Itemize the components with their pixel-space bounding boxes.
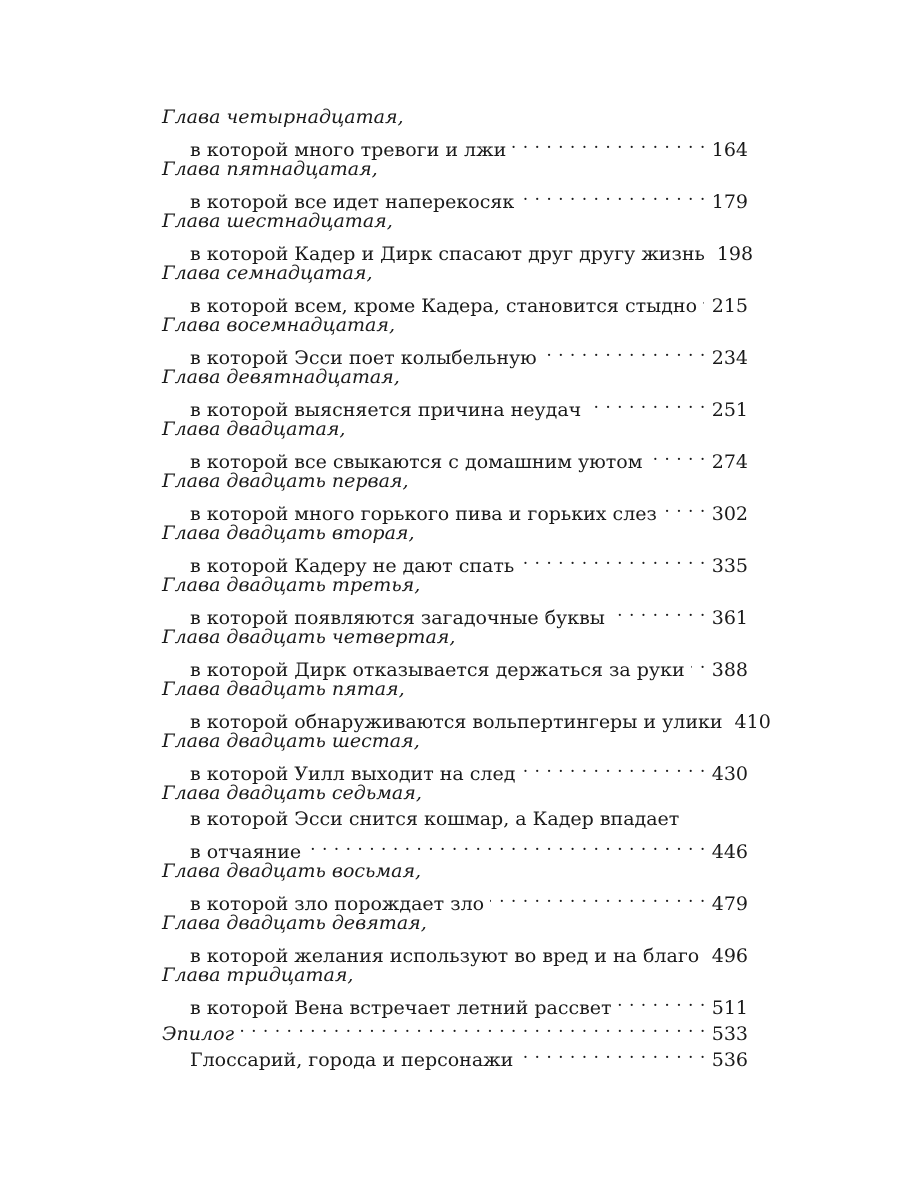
toc-chapter-24[interactable] [162,624,748,681]
toc-chapter-26[interactable] [162,728,748,785]
toc-chapter-30[interactable] [162,962,748,1019]
chapter-entry [162,702,771,733]
chapter-description: в которой Кадеру не дают спать [190,555,515,577]
page-number: 335 [711,555,748,577]
chapter-title: Глава двадцать четвертая, [162,626,456,648]
chapter-entry [162,286,748,317]
chapter-entry [162,650,748,681]
dot-leader [587,390,705,416]
dot-leader [618,988,706,1014]
chapter-title: Глава двадцать седьмая, [162,782,422,804]
toc-chapter-29[interactable] [162,910,748,967]
page-number: 496 [711,945,748,967]
dot-leader [649,442,706,468]
chapter-description: в которой Вена встречает летний рассвет [190,997,612,1019]
chapter-entry [162,338,748,369]
chapter-title: Глава двадцать пятая, [162,678,405,700]
chapter-entry [162,130,748,161]
chapter-title: Глава семнадцатая, [162,262,373,284]
toc-chapter-21[interactable] [162,468,748,525]
page-number: 215 [711,295,748,317]
page-number: 164 [711,139,748,161]
chapter-entry [162,182,748,213]
page-number: 410 [734,711,771,733]
toc-chapter-15[interactable] [162,156,748,213]
chapter-description: в которой появляются загадочные буквы [190,607,605,629]
dot-leader [519,1040,705,1066]
dot-leader [240,1014,706,1040]
chapter-entry [162,884,748,915]
chapter-title: Глава девятнадцатая, [162,366,400,388]
dot-leader [307,832,706,858]
page-number: 251 [711,399,748,421]
chapter-entry [162,754,748,785]
dot-leader [512,130,705,156]
dot-leader [520,546,706,572]
chapter-description: в которой Кадер и Дирк спасают друг другу жизнь [190,243,705,265]
dot-leader [543,338,706,364]
chapter-title: Глава двадцать третья, [162,574,421,596]
page-number: 511 [711,997,748,1019]
page-number: 533 [711,1023,748,1045]
dot-leader [520,182,706,208]
chapter-description: в которой Дирк отказывается держаться за руки [190,659,685,681]
chapter-title: Глава шестнадцатая, [162,210,393,232]
toc-chapter-25[interactable] [162,676,771,733]
chapter-description: в которой Эсси поет колыбельную [190,347,537,369]
glossary-title: Глоссарий, города и персонажи [190,1049,514,1071]
page-number: 479 [711,893,748,915]
chapter-description: в которой выясняется причина неудач [190,399,582,421]
toc-chapter-16[interactable] [162,208,754,265]
chapter-description: в которой много тревоги и лжи [190,139,507,161]
table-of-contents [162,104,771,1071]
chapter-title: Глава четырнадцатая, [162,106,404,128]
chapter-entry [162,494,748,525]
page-number: 361 [711,607,748,629]
chapter-title: Глава двадцать первая, [162,470,409,492]
chapter-description: в которой все свыкаются с домашним уютом [190,451,643,473]
dot-leader [663,494,706,520]
chapter-title: Глава двадцать вторая, [162,522,415,544]
toc-chapter-17[interactable] [162,260,748,317]
chapter-title: Глава двадцатая, [162,418,346,440]
toc-chapter-20[interactable] [162,416,748,473]
chapter-entry [162,832,748,863]
page-number: 234 [711,347,748,369]
toc-chapter-27[interactable] [162,780,748,863]
dot-leader [691,650,706,676]
page-number: 274 [711,451,748,473]
page-number: 430 [711,763,748,785]
chapter-title: Глава тридцатая, [162,964,354,986]
toc-chapter-18[interactable] [162,312,748,369]
dot-leader [521,754,705,780]
chapter-description: в которой всем, кроме Кадера, становится стыдно [190,295,698,317]
page-number: 179 [711,191,748,213]
toc-epilogue[interactable] [162,1014,748,1045]
chapter-title: Глава двадцать восьмая, [162,860,422,882]
chapter-entry [162,546,748,577]
chapter-entry [162,442,748,473]
chapter-description: в которой все идет наперекосяк [190,191,515,213]
chapter-description: в отчаяние [190,841,302,863]
toc-chapter-22[interactable] [162,520,748,577]
chapter-entry [162,936,748,967]
page-number: 388 [711,659,748,681]
toc-chapter-28[interactable] [162,858,748,915]
page-number: 302 [711,503,748,525]
chapter-title: Глава пятнадцатая, [162,158,378,180]
chapter-title: Глава двадцать шестая, [162,730,420,752]
chapter-description: в которой желания используют во вред и на благо [190,945,700,967]
dot-leader [703,286,706,312]
toc-chapter-19[interactable] [162,364,748,421]
dot-leader [490,884,706,910]
toc-glossary[interactable] [162,1040,748,1071]
chapter-description: в которой много горького пива и горьких слез [190,503,657,525]
chapter-entry [162,234,754,265]
chapter-description: в которой обнаруживаются вольпертингеры и улики [190,711,723,733]
chapter-entry [162,390,748,421]
chapter-description: в которой Уилл выходит на след [190,763,516,785]
toc-chapter-23[interactable] [162,572,748,629]
chapter-description: в которой зло порождает зло [190,893,485,915]
page-number: 536 [711,1049,748,1071]
epilogue-title: Эпилог [162,1023,235,1045]
chapter-entry [162,988,748,1019]
dot-leader [705,936,706,962]
toc-chapter-14[interactable] [162,104,748,161]
chapter-entry [162,598,748,629]
chapter-title: Глава двадцать девятая, [162,912,427,934]
dot-leader [611,598,706,624]
page-number: 198 [716,243,754,265]
chapter-title: Глава восемнадцатая, [162,314,396,336]
page-number: 446 [711,841,748,863]
chapter-description-line-1: в которой Эсси снится кошмар, а Кадер впадает [190,808,680,830]
